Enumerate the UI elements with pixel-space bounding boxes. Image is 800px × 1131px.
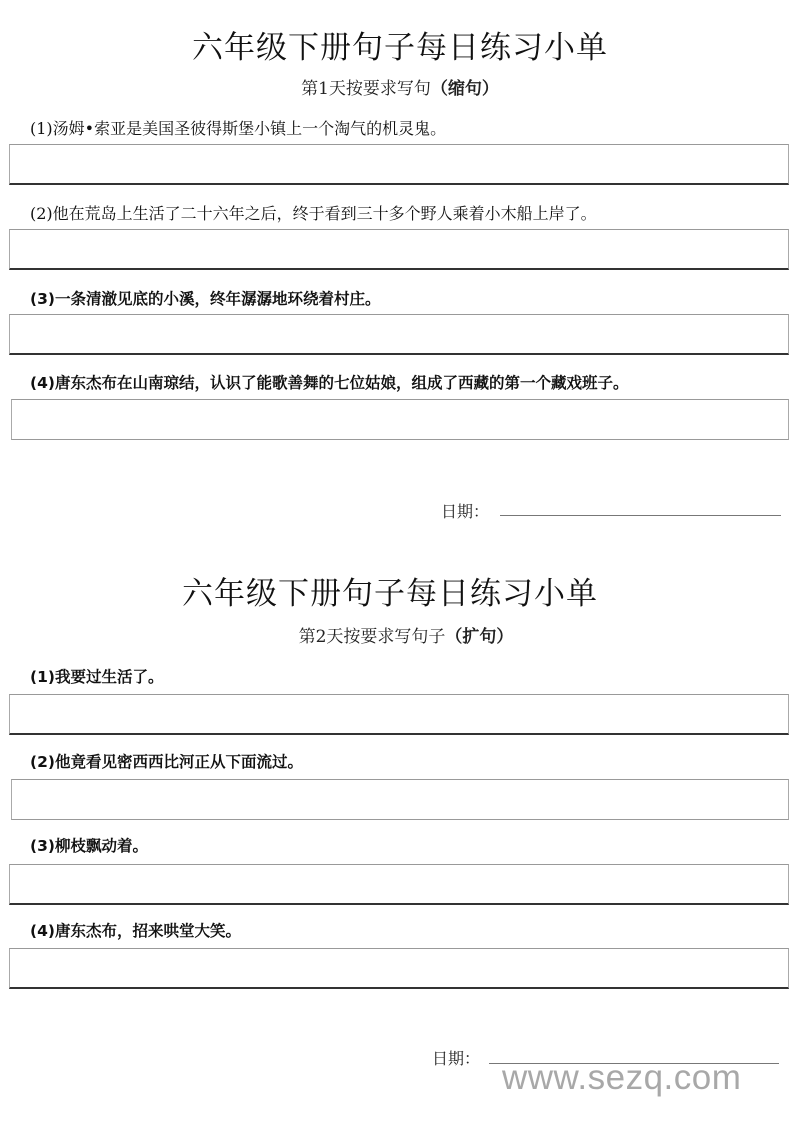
sheet-subtitle	[0, 74, 800, 99]
sheet-title: 六年级下册句子每日练习小单	[192, 30, 608, 66]
answer-box[interactable]	[9, 864, 789, 905]
question-label: (2)他竟看见密西西比河正从下面流过。	[30, 753, 303, 771]
question-label: (2)他在荒岛上生活了二十六年之后，终于看到三十多个野人乘着小木船上岸了。	[30, 204, 597, 223]
question-label: (1)汤姆•索亚是美国圣彼得斯堡小镇上一个淘气的机灵鬼。	[30, 119, 447, 138]
watermark-text: www.sezq.com	[502, 1058, 742, 1097]
answer-box[interactable]	[9, 144, 789, 185]
answer-box[interactable]	[9, 229, 789, 270]
question-label: (4)唐东杰布在山南琼结，认识了能歌善舞的七位姑娘，组成了西藏的第一个藏戏班子。	[30, 374, 629, 392]
answer-box[interactable]	[11, 779, 789, 820]
question-label: (3)一条清澈见底的小溪，终年潺潺地环绕着村庄。	[30, 290, 381, 308]
subtitle-text: 第1天按要求写句	[301, 79, 431, 99]
subtitle-tag: （缩句）	[430, 79, 499, 99]
sheet-title: 六年级下册句子每日练习小单	[182, 576, 598, 612]
date-label: 日期：	[441, 502, 490, 521]
question-label: (1)我要过生活了。	[30, 668, 164, 686]
answer-box[interactable]	[9, 314, 789, 355]
date-label: 日期：	[432, 1049, 481, 1068]
answer-box[interactable]	[9, 694, 789, 735]
answer-box[interactable]	[11, 399, 789, 440]
question-label: (3)柳枝飘动着。	[30, 837, 148, 855]
date-input-line[interactable]	[500, 515, 781, 516]
subtitle-tag: （扩句）	[445, 627, 514, 647]
subtitle-text: 第2天按要求写句子	[298, 627, 446, 647]
sheet-subtitle	[6, 622, 800, 647]
answer-box[interactable]	[9, 948, 789, 989]
question-label: (4)唐东杰布，招来哄堂大笑。	[30, 922, 241, 940]
